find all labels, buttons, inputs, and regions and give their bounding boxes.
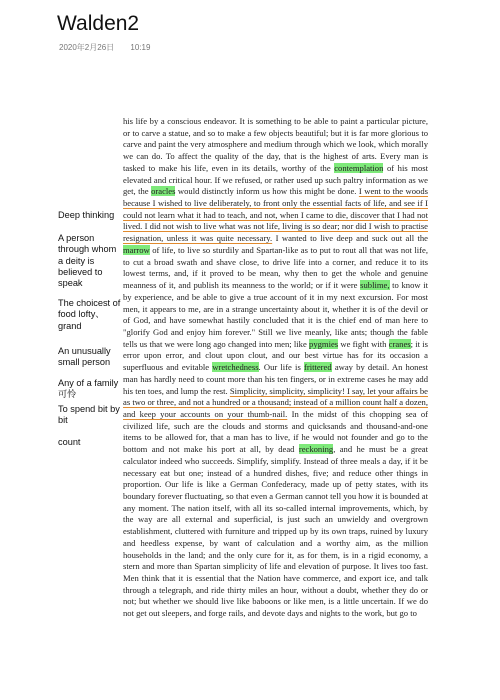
highlighted-word: pygmies xyxy=(309,338,339,349)
passage-text: his life by a conscious endeavor. It is something to be able to paint a particular picture, or to carve a statue, and so to make a few objects beautiful; but it is far more glorious to carve and paint the very atmosphere and medium through which we look, which morally we can do. To affect the quality of the day, that is the highest of arts. Every man is tasked to make his life, even in its details, worthy of the xyxy=(123,116,428,173)
passage-text: of life, to live so sturdily and Spartan-like as to put to rout all that was not life, to cut a broad swath and shave close, to drive life into a corner, and reduce it to its lowest terms, and, if it proved to be mean, why then to get the whole and genuine meanness of it, and publish its meanness to the world; or if it were xyxy=(123,244,428,291)
passage-text: we fight with xyxy=(338,338,389,349)
highlighted-word: wretchedness xyxy=(212,362,259,373)
passage-text: I wanted to live deep and suck out all the xyxy=(272,233,428,244)
highlighted-word: frittered xyxy=(303,362,332,373)
underlined-sentence: I went to the woods because I wished to live deliberately, to front only the essential facts of life, and see if I could not learn what it had to teach, and not, when I came to die, discover that I had not lived. I did not wish to live what was not life, living is so dear; nor did I wish to practise resignation, unless it was quite necessary. xyxy=(123,186,428,244)
passage-text: ; it is error upon error, and clout upon clout, and our best virtue has for its occasion a superfluous and evitable xyxy=(123,338,428,373)
note-timestamp xyxy=(59,42,164,53)
passage-text: In the midst of this chopping sea of civilized life, such are the clouds and storms and quicksands and thousand-and-one items to be allowed for, that a man has to live, if he would not founder and go to the bottom and not make his port at all, by dead xyxy=(123,408,428,455)
note-date: 2020年2月26日 xyxy=(59,43,115,52)
walden-passage[interactable] xyxy=(123,116,428,620)
passage-text: . Our life is xyxy=(258,362,304,373)
note-time: 10:19 xyxy=(130,43,151,52)
margin-note: The choicest of food lofty、grand xyxy=(58,298,121,331)
margin-note: count xyxy=(58,437,81,447)
passage-text: away by detail. An honest man has hardly need to count more than his ten fingers, or in extreme cases he may add his ten toes, and lump the rest. xyxy=(123,362,428,396)
passage-text: would distinctly inform us how this might be done. xyxy=(175,186,359,197)
underlined-sentence: Simplicity, simplicity, simplicity! I say, let your affairs be as two or three, and not a hundred or a thousand; instead of a million count half a dozen, and keep your accounts on your thumb-nail. xyxy=(123,385,428,419)
highlighted-word: oracles xyxy=(151,186,176,197)
highlighted-word: reckoning xyxy=(298,444,334,455)
passage-text: of his most elevated and critical hour. If we refused, or rather used up such paltry information as we get, the xyxy=(123,162,428,197)
margin-note: A person through whom a deity is believed to speak xyxy=(58,233,117,289)
margin-note: Any of a family 可怜 xyxy=(58,378,119,400)
passage-text: , and he must be a great calculator indeed who succeeds. Simplify, simplify. Instead of three meals a day, if it be necessary eat but one; instead of a hundred dishes, five; and reduce other things in proportion. Our life is like a German Confederacy, made up of petty states, with its boundary forever fluctuating, so that even a German cannot tell you how it is bounded at any moment. The nation itself, with all its so-called internal improvements, which, by the way are all external and superficial, is just such an unwieldy and overgrown establishment, cluttered with furniture and tripped up by its own traps, ruined by luxury and heedless expense, by want of calculation and a worthy aim, as the million households in the land; and the only cure for it, as for them, is in a rigid economy, a stern and more than Spartan simplicity of life and elevation of purpose. It lives too fast. Men think that it is essential that the Nation have commerce, and export ice, and talk through a telegraph, and ride thirty miles an hour, without a doubt, whether they do or not; but whether we should live like baboons or like men, is a little uncertain. If we do not get out sleepers, and forge rails, and devote days and nights to the work, but go to xyxy=(123,444,428,619)
note-title[interactable]: Walden2 xyxy=(57,12,140,35)
margin-note: An unusually small person xyxy=(58,346,111,368)
margin-note: Deep thinking xyxy=(58,210,115,220)
highlighted-word: contemplation xyxy=(334,162,384,173)
margin-note: To spend bit by bit xyxy=(58,404,120,426)
highlighted-word: cranes xyxy=(388,338,411,349)
passage-text: to know it by experience, and be able to give a true account of it in my next excursion. For most men, it appears to me, are in a strange uncertainty about it, whether it is of the devil or of God, and have somewhat hastily concluded that it is the chief end of man here to "glorify God and enjoy him forever." Still we live meanly, like ants; though the fable tells us that we were long ago changed into men; like xyxy=(123,280,428,349)
highlighted-word: marrow xyxy=(123,244,150,255)
highlighted-word: sublime, xyxy=(360,280,390,291)
